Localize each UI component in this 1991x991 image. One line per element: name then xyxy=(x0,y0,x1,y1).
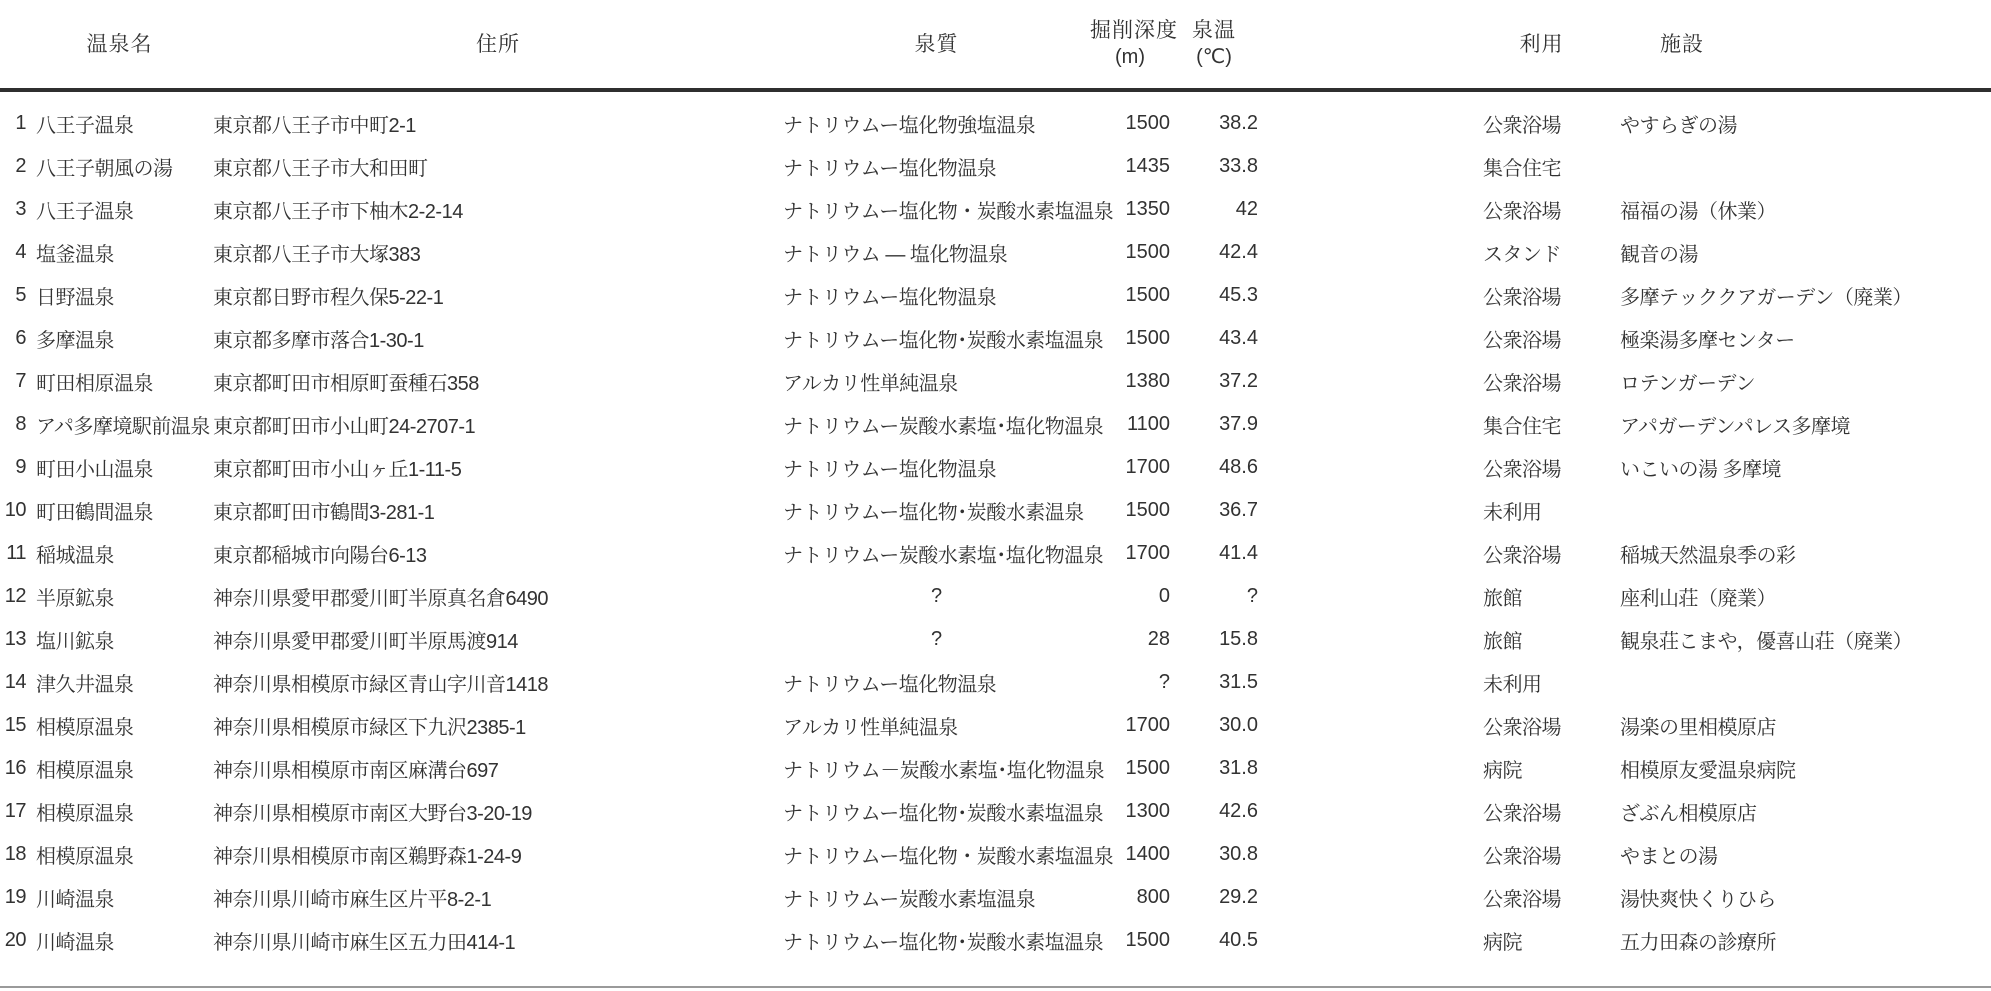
address-cell: 東京都八王子市中町2-1 xyxy=(213,115,416,137)
facility-cell: ざぶん相模原店 xyxy=(1620,803,1757,825)
drilling-depth-cell: 1500 xyxy=(1125,241,1170,263)
drilling-depth-cell: 1700 xyxy=(1125,542,1170,564)
facility-cell: 極楽湯多摩センター xyxy=(1620,330,1795,352)
table-row xyxy=(0,919,1991,962)
spring-quality-cell: ナトリウムー塩化物強塩温泉 xyxy=(783,115,1036,137)
table-row xyxy=(0,231,1991,274)
usage-cell: 公衆浴場 xyxy=(1483,330,1561,352)
address-cell: 東京都町田市小山町24-2707-1 xyxy=(213,416,476,438)
spring-name-cell: 町田相原温泉 xyxy=(36,373,153,395)
table-row xyxy=(0,188,1991,231)
facility-cell: 福福の湯（休業） xyxy=(1620,201,1776,223)
usage-cell: 未利用 xyxy=(1483,674,1542,696)
spring-name-cell: 八王子温泉 xyxy=(36,115,134,137)
row-number-cell: 12 xyxy=(4,585,26,607)
usage-cell: 公衆浴場 xyxy=(1483,287,1561,309)
spring-quality-cell: ナトリウムー塩化物･炭酸水素温泉 xyxy=(783,502,1084,524)
drilling-depth-cell: 800 xyxy=(1136,886,1170,908)
row-number-cell: 18 xyxy=(4,843,26,865)
address-cell: 神奈川県相模原市南区鵜野森1-24-9 xyxy=(213,846,522,868)
address-cell: 東京都八王子市大塚383 xyxy=(213,244,421,266)
address-cell: 神奈川県相模原市南区大野台3-20-19 xyxy=(213,803,532,825)
usage-cell: 集合住宅 xyxy=(1483,416,1561,438)
spring-temperature-cell: 43.4 xyxy=(1219,327,1258,349)
address-cell: 東京都八王子市下柚木2-2-14 xyxy=(213,201,463,223)
drilling-depth-cell: 1500 xyxy=(1125,284,1170,306)
spring-name-cell: 稲城温泉 xyxy=(36,545,114,567)
usage-cell: 公衆浴場 xyxy=(1483,201,1561,223)
spring-temperature-cell: 33.8 xyxy=(1219,155,1258,177)
row-number-cell: 16 xyxy=(4,757,26,779)
spring-name-cell: 相模原温泉 xyxy=(36,846,134,868)
spring-temperature-cell: 31.8 xyxy=(1219,757,1258,779)
drilling-depth-cell: 1500 xyxy=(1125,499,1170,521)
table-row xyxy=(0,790,1991,833)
spring-temperature-cell: 40.5 xyxy=(1219,929,1258,951)
usage-cell: 病院 xyxy=(1483,932,1522,954)
spring-quality-cell: ? xyxy=(930,585,943,607)
spring-temperature-cell: 36.7 xyxy=(1219,499,1258,521)
row-number-cell: 9 xyxy=(15,456,26,478)
drilling-depth-cell: 28 xyxy=(1147,628,1170,650)
spring-temperature-cell: 31.5 xyxy=(1219,671,1258,693)
spring-quality-cell: ナトリウムー炭酸水素塩･塩化物温泉 xyxy=(783,416,1104,438)
facility-cell: 相模原友愛温泉病院 xyxy=(1620,760,1796,782)
spring-quality-cell: ナトリウムー塩化物温泉 xyxy=(783,459,997,481)
spring-temperature-cell: 37.2 xyxy=(1219,370,1258,392)
spring-quality-cell: ナトリウム－炭酸水素塩･塩化物温泉 xyxy=(783,760,1105,782)
row-number-cell: 17 xyxy=(4,800,26,822)
spring-quality-cell: ナトリウムー塩化物・炭酸水素塩温泉 xyxy=(783,846,1114,868)
header-drilling-depth xyxy=(1090,17,1178,71)
spring-name-cell: 日野温泉 xyxy=(36,287,114,309)
facility-cell: やまとの湯 xyxy=(1620,846,1718,868)
row-number-cell: 15 xyxy=(4,714,26,736)
row-number-cell: 3 xyxy=(15,198,26,220)
facility-cell: 座利山荘（廃業） xyxy=(1620,588,1776,610)
header-spring-name: 温泉名 xyxy=(86,32,153,56)
address-cell: 神奈川県川崎市麻生区片平8-2-1 xyxy=(213,889,492,911)
spring-name-cell: 町田小山温泉 xyxy=(36,459,153,481)
usage-cell: 旅館 xyxy=(1483,588,1522,610)
table-row xyxy=(0,833,1991,876)
table-bottom-rule xyxy=(0,986,1991,988)
facility-cell: いこいの湯 多摩境 xyxy=(1620,459,1782,481)
table-row xyxy=(0,145,1991,188)
address-cell: 神奈川県川崎市麻生区五力田414-1 xyxy=(213,932,516,954)
usage-cell: 公衆浴場 xyxy=(1483,717,1561,739)
table-row xyxy=(0,403,1991,446)
spring-name-cell: アパ多摩境駅前温泉 xyxy=(36,416,210,438)
spring-name-cell: 塩川鉱泉 xyxy=(36,631,114,653)
spring-quality-cell: ナトリウムー塩化物温泉 xyxy=(783,674,997,696)
spring-name-cell: 八王子温泉 xyxy=(36,201,134,223)
spring-temperature-cell: 37.9 xyxy=(1219,413,1258,435)
spring-name-cell: 川崎温泉 xyxy=(36,932,114,954)
address-cell: 東京都八王子市大和田町 xyxy=(213,158,428,180)
usage-cell: 公衆浴場 xyxy=(1483,459,1561,481)
spring-name-cell: 塩釜温泉 xyxy=(36,244,114,266)
spring-temperature-cell: ? xyxy=(1246,585,1258,607)
address-cell: 東京都多摩市落合1-30-1 xyxy=(213,330,424,352)
header-usage: 利用 xyxy=(1519,32,1564,56)
usage-cell: 集合住宅 xyxy=(1483,158,1561,180)
spring-temperature-cell: 41.4 xyxy=(1219,542,1258,564)
facility-cell: 湯楽の里相模原店 xyxy=(1620,717,1776,739)
drilling-depth-cell: 1700 xyxy=(1125,456,1170,478)
spring-temperature-cell: 29.2 xyxy=(1219,886,1258,908)
spring-quality-cell: ナトリウムー塩化物温泉 xyxy=(783,287,997,309)
usage-cell: 未利用 xyxy=(1483,502,1542,524)
usage-cell: スタンド xyxy=(1483,244,1561,266)
spring-name-cell: 多摩温泉 xyxy=(36,330,114,352)
drilling-depth-cell: 1500 xyxy=(1125,929,1170,951)
header-spring-temperature-unit: (℃) xyxy=(1196,46,1232,68)
usage-cell: 公衆浴場 xyxy=(1483,846,1561,868)
table-row xyxy=(0,575,1991,618)
header-drilling-depth-label: 掘削深度 xyxy=(1090,19,1178,42)
row-number-cell: 1 xyxy=(15,112,26,134)
table-row xyxy=(0,661,1991,704)
row-number-cell: 7 xyxy=(15,370,26,392)
address-cell: 東京都稲城市向陽台6-13 xyxy=(213,545,427,567)
row-number-cell: 11 xyxy=(6,542,26,564)
spring-temperature-cell: 30.8 xyxy=(1219,843,1258,865)
spring-quality-cell: ナトリウムー塩化物・炭酸水素塩温泉 xyxy=(783,201,1114,223)
drilling-depth-cell: 1500 xyxy=(1125,112,1170,134)
table-row xyxy=(0,102,1991,145)
header-spring-temperature-label: 泉温 xyxy=(1192,19,1236,42)
spring-name-cell: 川崎温泉 xyxy=(36,889,114,911)
table-row xyxy=(0,489,1991,532)
facility-cell: 観音の湯 xyxy=(1620,244,1698,266)
spring-temperature-cell: 38.2 xyxy=(1219,112,1258,134)
table-row xyxy=(0,704,1991,747)
address-cell: 東京都町田市小山ヶ丘1-11-5 xyxy=(213,459,462,481)
row-number-cell: 8 xyxy=(15,413,26,435)
drilling-depth-cell: 1300 xyxy=(1125,800,1170,822)
table-row xyxy=(0,360,1991,403)
row-number-cell: 13 xyxy=(4,628,26,650)
usage-cell: 病院 xyxy=(1483,760,1522,782)
facility-cell: 観泉荘こまや，優喜山荘（廃業） xyxy=(1620,631,1913,653)
drilling-depth-cell: 0 xyxy=(1158,585,1170,607)
spring-quality-cell: ナトリウムー塩化物･炭酸水素塩温泉 xyxy=(783,803,1104,825)
address-cell: 神奈川県愛甲郡愛川町半原真名倉6490 xyxy=(213,588,548,610)
table-row xyxy=(0,532,1991,575)
address-cell: 東京都町田市鶴間3-281-1 xyxy=(213,502,435,524)
usage-cell: 公衆浴場 xyxy=(1483,373,1561,395)
usage-cell: 公衆浴場 xyxy=(1483,115,1561,137)
facility-cell: 五力田森の診療所 xyxy=(1620,932,1776,954)
spring-quality-cell: ナトリウムー塩化物･炭酸水素塩温泉 xyxy=(783,932,1104,954)
spring-temperature-cell: 15.8 xyxy=(1219,628,1258,650)
row-number-cell: 5 xyxy=(15,284,26,306)
drilling-depth-cell: 1380 xyxy=(1125,370,1170,392)
drilling-depth-cell: 1500 xyxy=(1125,757,1170,779)
header-spring-temperature xyxy=(1170,17,1258,71)
address-cell: 神奈川県愛甲郡愛川町半原馬渡914 xyxy=(213,631,518,653)
row-number-cell: 20 xyxy=(4,929,26,951)
spring-temperature-cell: 42 xyxy=(1235,198,1258,220)
header-spring-quality: 泉質 xyxy=(914,32,959,56)
row-number-cell: 10 xyxy=(4,499,26,521)
drilling-depth-cell: 1400 xyxy=(1125,843,1170,865)
spring-quality-cell: ナトリウム ― 塩化物温泉 xyxy=(783,244,1008,266)
spring-name-cell: 半原鉱泉 xyxy=(36,588,114,610)
drilling-depth-cell: 1500 xyxy=(1125,327,1170,349)
spring-temperature-cell: 42.4 xyxy=(1219,241,1258,263)
address-cell: 神奈川県相模原市緑区青山字川音1418 xyxy=(213,674,548,696)
header-address: 住所 xyxy=(476,32,520,56)
spring-name-cell: 相模原温泉 xyxy=(36,760,134,782)
spring-quality-cell: アルカリ性単純温泉 xyxy=(783,717,958,739)
row-number-cell: 14 xyxy=(4,671,26,693)
table-body xyxy=(0,92,1991,962)
table-header-row xyxy=(0,0,1991,92)
header-facility: 施設 xyxy=(1660,32,1704,56)
drilling-depth-cell: 1350 xyxy=(1125,198,1170,220)
spring-quality-cell: ナトリウムー塩化物･炭酸水素塩温泉 xyxy=(783,330,1104,352)
facility-cell: 稲城天然温泉季の彩 xyxy=(1620,545,1796,567)
facility-cell: 多摩テッククアガーデン（廃業） xyxy=(1620,287,1912,309)
drilling-depth-cell: 1100 xyxy=(1126,413,1170,435)
spring-name-cell: 町田鶴間温泉 xyxy=(36,502,153,524)
address-cell: 神奈川県相模原市緑区下九沢2385-1 xyxy=(213,717,526,739)
usage-cell: 旅館 xyxy=(1483,631,1522,653)
address-cell: 神奈川県相模原市南区麻溝台697 xyxy=(213,760,499,782)
spring-temperature-cell: 45.3 xyxy=(1219,284,1258,306)
table-row xyxy=(0,618,1991,661)
address-cell: 東京都町田市相原町蚕種石358 xyxy=(213,373,479,395)
table-row xyxy=(0,747,1991,790)
table-row xyxy=(0,317,1991,360)
row-number-cell: 2 xyxy=(15,155,26,177)
table-row xyxy=(0,274,1991,317)
header-drilling-depth-unit: (m) xyxy=(1115,46,1145,68)
drilling-depth-cell: 1435 xyxy=(1125,155,1170,177)
table-row xyxy=(0,876,1991,919)
facility-cell: やすらぎの湯 xyxy=(1620,115,1737,137)
drilling-depth-cell: ? xyxy=(1158,671,1170,693)
spring-quality-cell: ? xyxy=(930,628,943,650)
row-number-cell: 6 xyxy=(15,327,26,349)
address-cell: 東京都日野市程久保5-22-1 xyxy=(213,287,444,309)
spring-temperature-cell: 42.6 xyxy=(1219,800,1258,822)
spring-temperature-cell: 48.6 xyxy=(1219,456,1258,478)
table-row xyxy=(0,446,1991,489)
spring-name-cell: 相模原温泉 xyxy=(36,803,134,825)
spring-quality-cell: ナトリウムー炭酸水素塩温泉 xyxy=(783,889,1036,911)
spring-quality-cell: ナトリウムー塩化物温泉 xyxy=(783,158,997,180)
facility-cell: 湯快爽快くりひら xyxy=(1620,889,1776,911)
usage-cell: 公衆浴場 xyxy=(1483,889,1561,911)
spring-name-cell: 八王子朝風の湯 xyxy=(36,158,173,180)
spring-name-cell: 津久井温泉 xyxy=(36,674,134,696)
spring-temperature-cell: 30.0 xyxy=(1219,714,1258,736)
usage-cell: 公衆浴場 xyxy=(1483,545,1561,567)
usage-cell: 公衆浴場 xyxy=(1483,803,1561,825)
row-number-cell: 19 xyxy=(4,886,26,908)
row-number-cell: 4 xyxy=(15,241,26,263)
spring-quality-cell: ナトリウムー炭酸水素塩･塩化物温泉 xyxy=(783,545,1104,567)
spring-name-cell: 相模原温泉 xyxy=(36,717,134,739)
drilling-depth-cell: 1700 xyxy=(1125,714,1170,736)
facility-cell: ロテンガーデン xyxy=(1620,373,1756,395)
spring-quality-cell: アルカリ性単純温泉 xyxy=(783,373,958,395)
facility-cell: アパガーデンパレス多摩境 xyxy=(1620,416,1850,438)
